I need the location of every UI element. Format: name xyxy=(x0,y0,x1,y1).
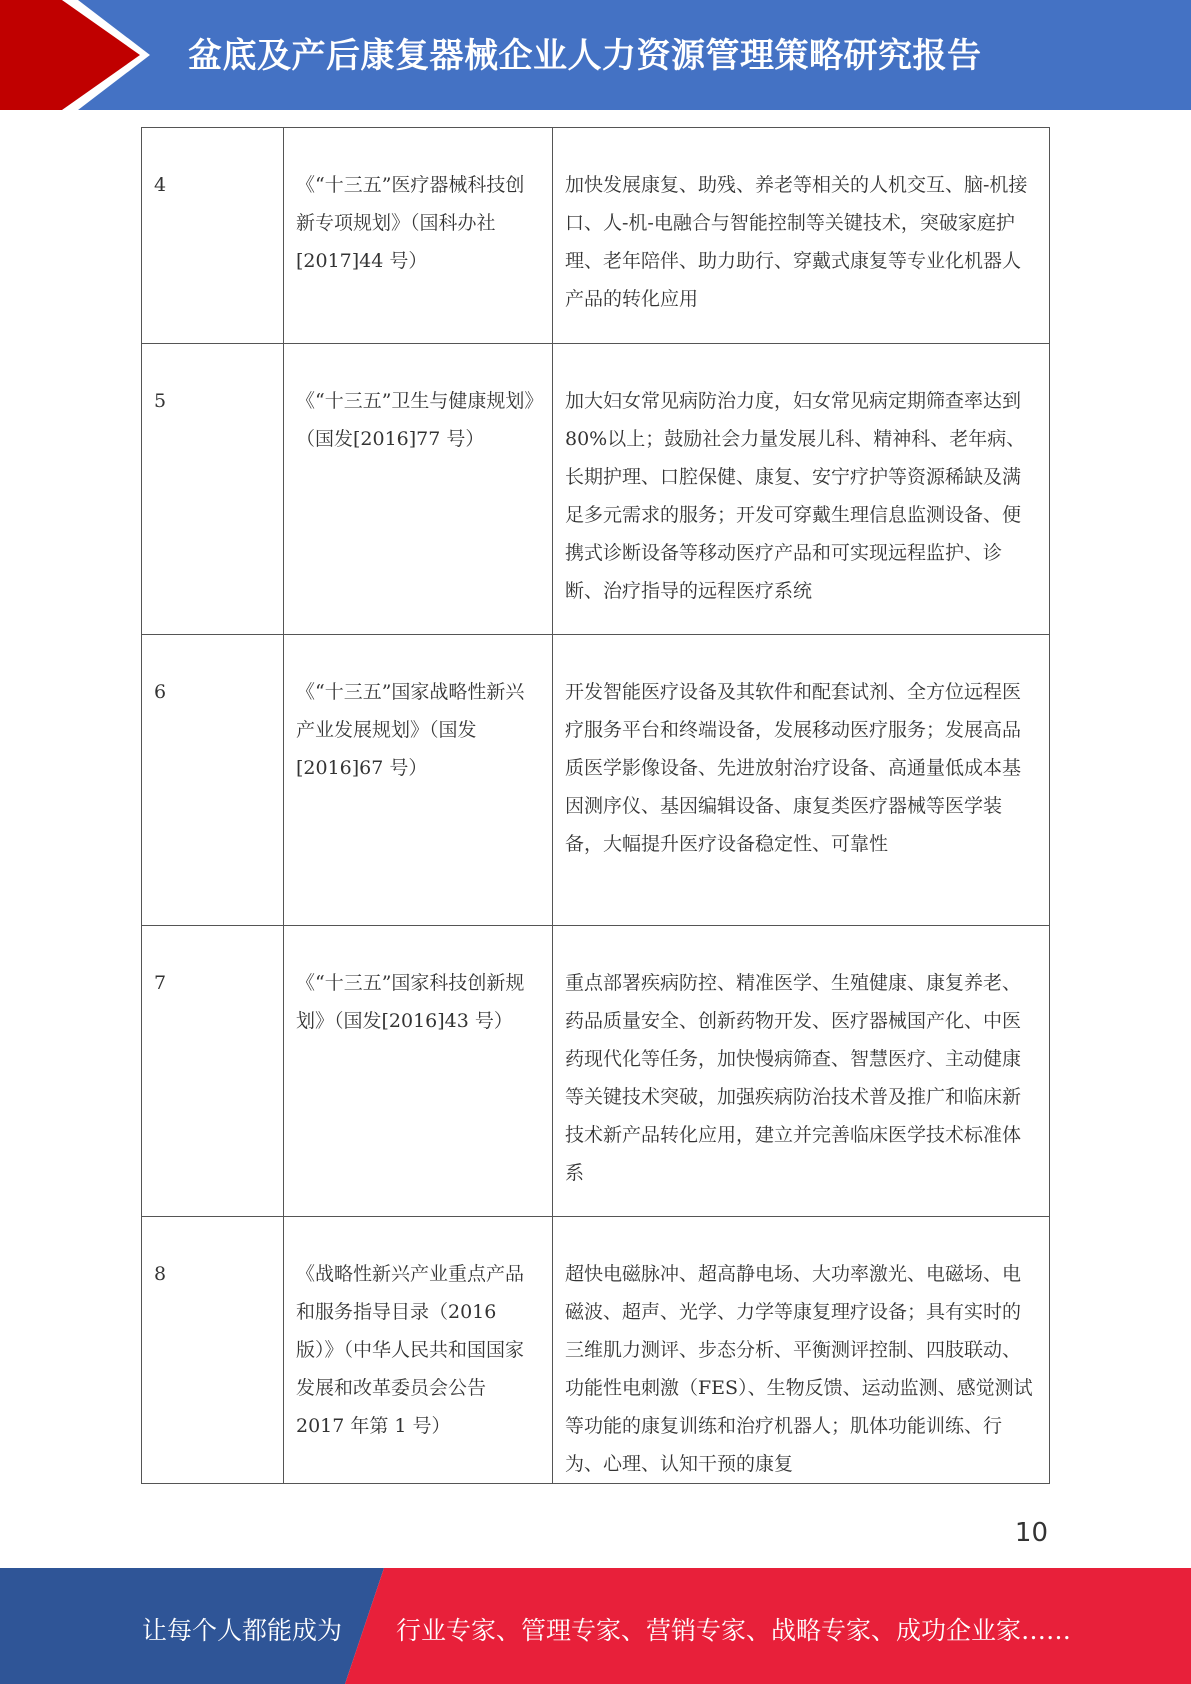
policy-content-cell: 加快发展康复、助残、养老等相关的人机交互、脑-机接口、人-机-电融合与智能控制等关键技术，突破家庭护理、老年陪伴、助力助行、穿戴式康复等专业化机器人产品的转化应用 xyxy=(553,128,1050,344)
table-row xyxy=(142,1217,1050,1484)
row-number-cell: 7 xyxy=(142,926,284,1217)
policy-name-cell: 《“十三五”卫生与健康规划》（国发[2016]77 号） xyxy=(284,344,553,635)
footer-slogan-right: 行业专家、管理专家、营销专家、战略专家、成功企业家…… xyxy=(396,1616,1072,1645)
policy-name-cell: 《“十三五”国家战略性新兴产业发展规划》（国发[2016]67 号） xyxy=(284,635,553,926)
table-row xyxy=(142,344,1050,635)
row-number-cell: 5 xyxy=(142,344,284,635)
header-banner xyxy=(0,0,1191,110)
policy-name-cell: 《战略性新兴产业重点产品和服务指导目录（2016 版）》（中华人民共和国国家发展和改革委员会公告 2017 年第 1 号） xyxy=(284,1217,553,1484)
table-row xyxy=(142,128,1050,344)
page-number: 10 xyxy=(1014,1518,1048,1548)
row-number-cell: 6 xyxy=(142,635,284,926)
policy-content-cell: 超快电磁脉冲、超高静电场、大功率激光、电磁场、电磁波、超声、光学、力学等康复理疗设备；具有实时的三维肌力测评、步态分析、平衡测评控制、四肢联动、功能性电刺激（FES）、生物反馈、运动监测、感觉测试等功能的康复训练和治疗机器人；肌体功能训练、行为、心理、认知干预的康复 xyxy=(553,1217,1050,1484)
table-row xyxy=(142,926,1050,1217)
row-number-cell: 4 xyxy=(142,128,284,344)
policy-content-cell: 加大妇女常见病防治力度，妇女常见病定期筛查率达到 80%以上；鼓励社会力量发展儿科、精神科、老年病、长期护理、口腔保健、康复、安宁疗护等资源稀缺及满足多元需求的服务；开发可穿戴生理信息监测设备、便携式诊断设备等移动医疗产品和可实现远程监护、诊断、治疗指导的远程医疗系统 xyxy=(553,344,1050,635)
row-number-cell: 8 xyxy=(142,1217,284,1484)
policy-table xyxy=(141,127,1050,1484)
header-chevron-decoration xyxy=(0,0,150,110)
document-title: 盆底及产后康复器械企业人力资源管理策略研究报告 xyxy=(188,36,982,76)
footer-banner xyxy=(0,1568,1191,1684)
table-row xyxy=(142,635,1050,926)
policy-content-cell: 重点部署疾病防控、精准医学、生殖健康、康复养老、药品质量安全、创新药物开发、医疗器械国产化、中医药现代化等任务，加快慢病筛查、智慧医疗、主动健康等关键技术突破，加强疾病防治技术普及推广和临床新技术新产品转化应用，建立并完善临床医学技术标准体系 xyxy=(553,926,1050,1217)
policy-content-cell: 开发智能医疗设备及其软件和配套试剂、全方位远程医疗服务平台和终端设备，发展移动医疗服务；发展高品质医学影像设备、先进放射治疗设备、高通量低成本基因测序仪、基因编辑设备、康复类医疗器械等医学装备，大幅提升医疗设备稳定性、可靠性 xyxy=(553,635,1050,926)
footer-slogan-left: 让每个人都能成为 xyxy=(142,1616,343,1645)
policy-name-cell: 《“十三五”国家科技创新规划》（国发[2016]43 号） xyxy=(284,926,553,1217)
policy-name-cell: 《“十三五”医疗器械科技创新专项规划》（国科办社[2017]44 号） xyxy=(284,128,553,344)
